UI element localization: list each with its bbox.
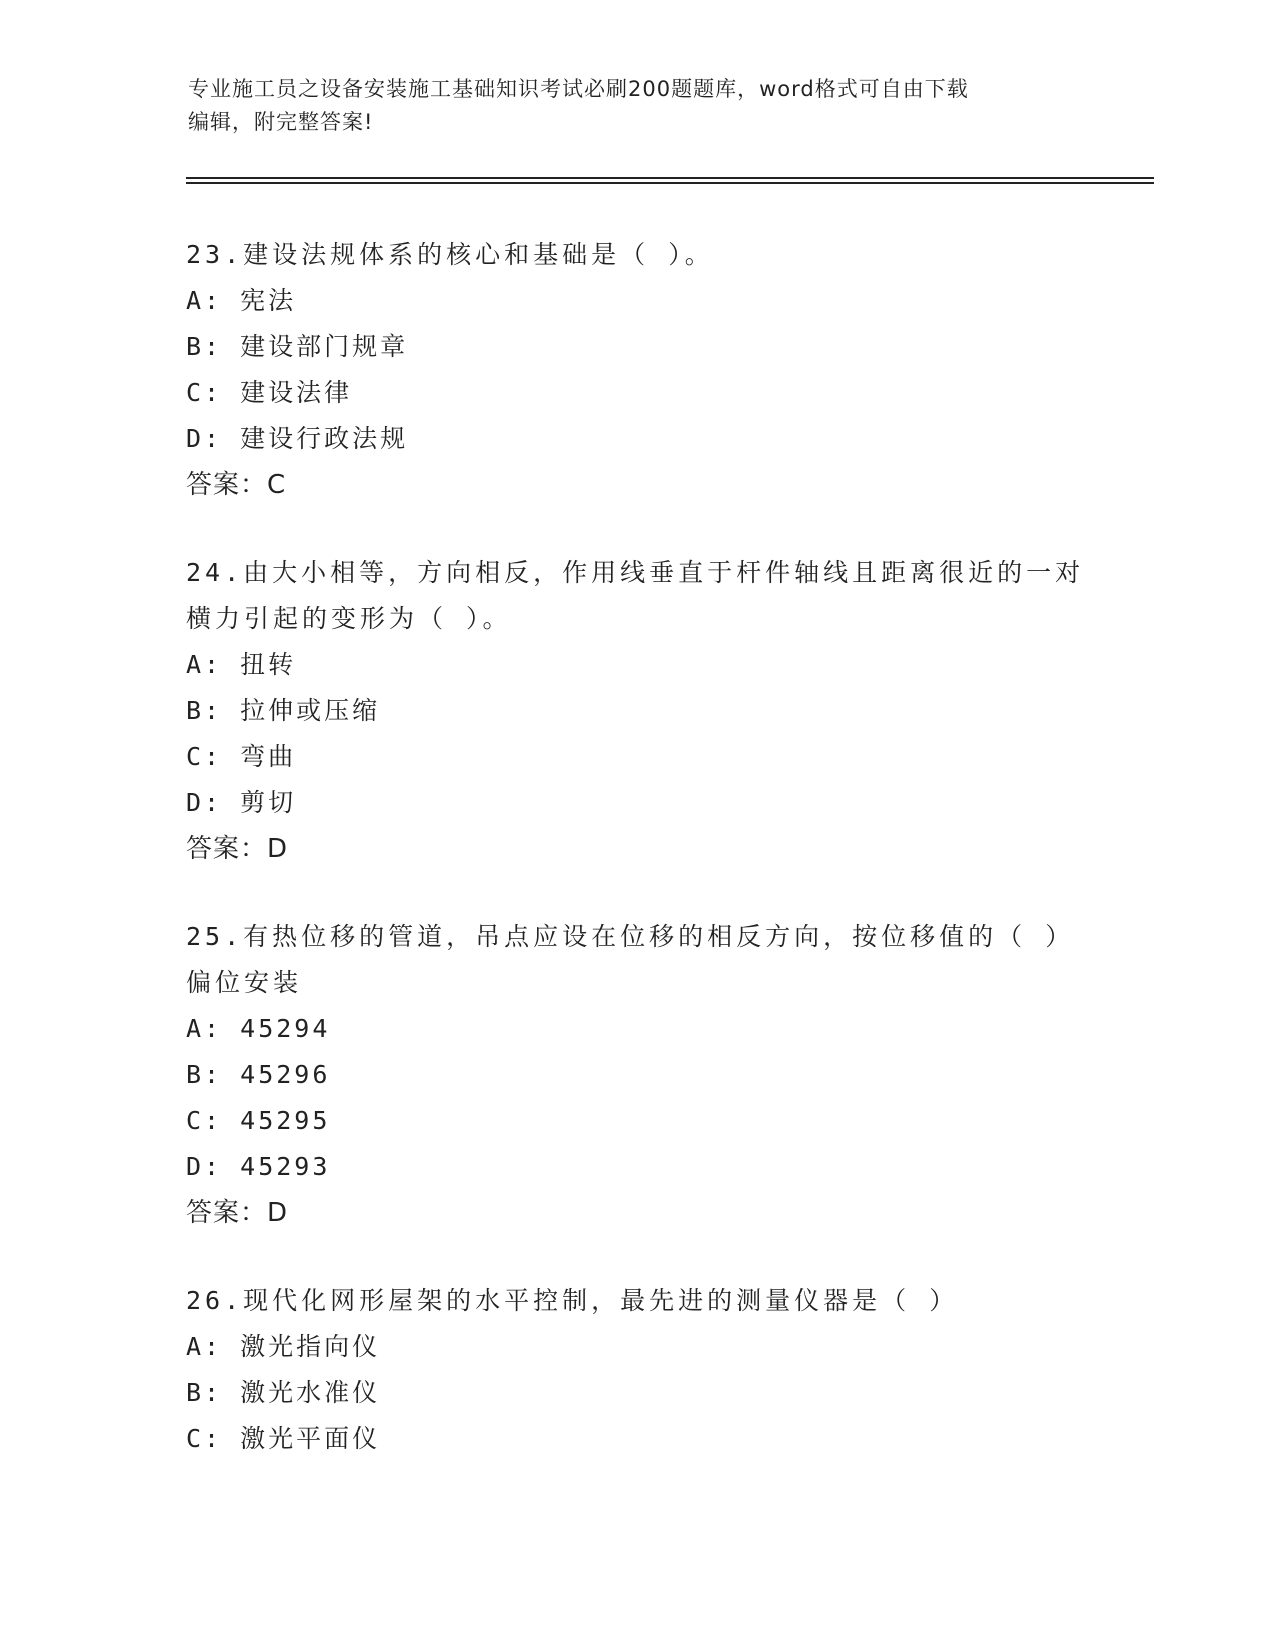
option-b: B: 建设部门规章 (186, 332, 409, 361)
question-text-line: 23.建设法规体系的核心和基础是（ ）。 (186, 240, 714, 269)
question-text (186, 1278, 1086, 1324)
question-text (186, 550, 1086, 642)
option-b: B: 激光水准仪 (186, 1378, 381, 1407)
header-line-1: 专业施工员之设备安装施工基础知识考试必刷200题题库，word格式可自由下载 (188, 77, 969, 101)
answer: 答案：D (186, 1198, 289, 1228)
question-text-line: 偏位安装 (186, 968, 303, 997)
header-line-2: 编辑，附完整答案! (188, 110, 374, 134)
option-c: C: 45295 (186, 1106, 331, 1135)
header-divider-bottom (186, 182, 1154, 184)
question-26 (186, 1278, 1086, 1462)
option-d: D: 45293 (186, 1152, 331, 1181)
question-text-line: 26.现代化网形屋架的水平控制，最先进的测量仪器是（ ） (186, 1286, 959, 1315)
question-text (186, 914, 1086, 1006)
option-d: D: 剪切 (186, 788, 297, 817)
option-b: B: 拉伸或压缩 (186, 696, 381, 725)
question-list (186, 232, 1086, 1504)
option-d: D: 建设行政法规 (186, 424, 409, 453)
option-c: C: 弯曲 (186, 742, 297, 771)
header-divider-top (186, 177, 1154, 179)
question-text-line: 24.由大小相等，方向相反，作用线垂直于杆件轴线且距离很近的一对 (186, 558, 1085, 587)
question-text-line: 25.有热位移的管道，吊点应设在位移的相反方向，按位移值的（ ） (186, 922, 1075, 951)
option-a: A: 扭转 (186, 650, 297, 679)
option-c: C: 建设法律 (186, 378, 353, 407)
option-a: A: 宪法 (186, 286, 297, 315)
question-23 (186, 232, 1086, 508)
question-text-line: 横力引起的变形为（ ）。 (186, 604, 512, 633)
question-25 (186, 914, 1086, 1236)
option-b: B: 45296 (186, 1060, 331, 1089)
option-a: A: 激光指向仪 (186, 1332, 381, 1361)
question-text (186, 232, 1086, 278)
answer: 答案：D (186, 834, 289, 864)
answer: 答案：C (186, 470, 287, 500)
option-c: C: 激光平面仪 (186, 1424, 381, 1453)
option-a: A: 45294 (186, 1014, 331, 1043)
document-header (188, 73, 1088, 139)
question-24 (186, 550, 1086, 872)
